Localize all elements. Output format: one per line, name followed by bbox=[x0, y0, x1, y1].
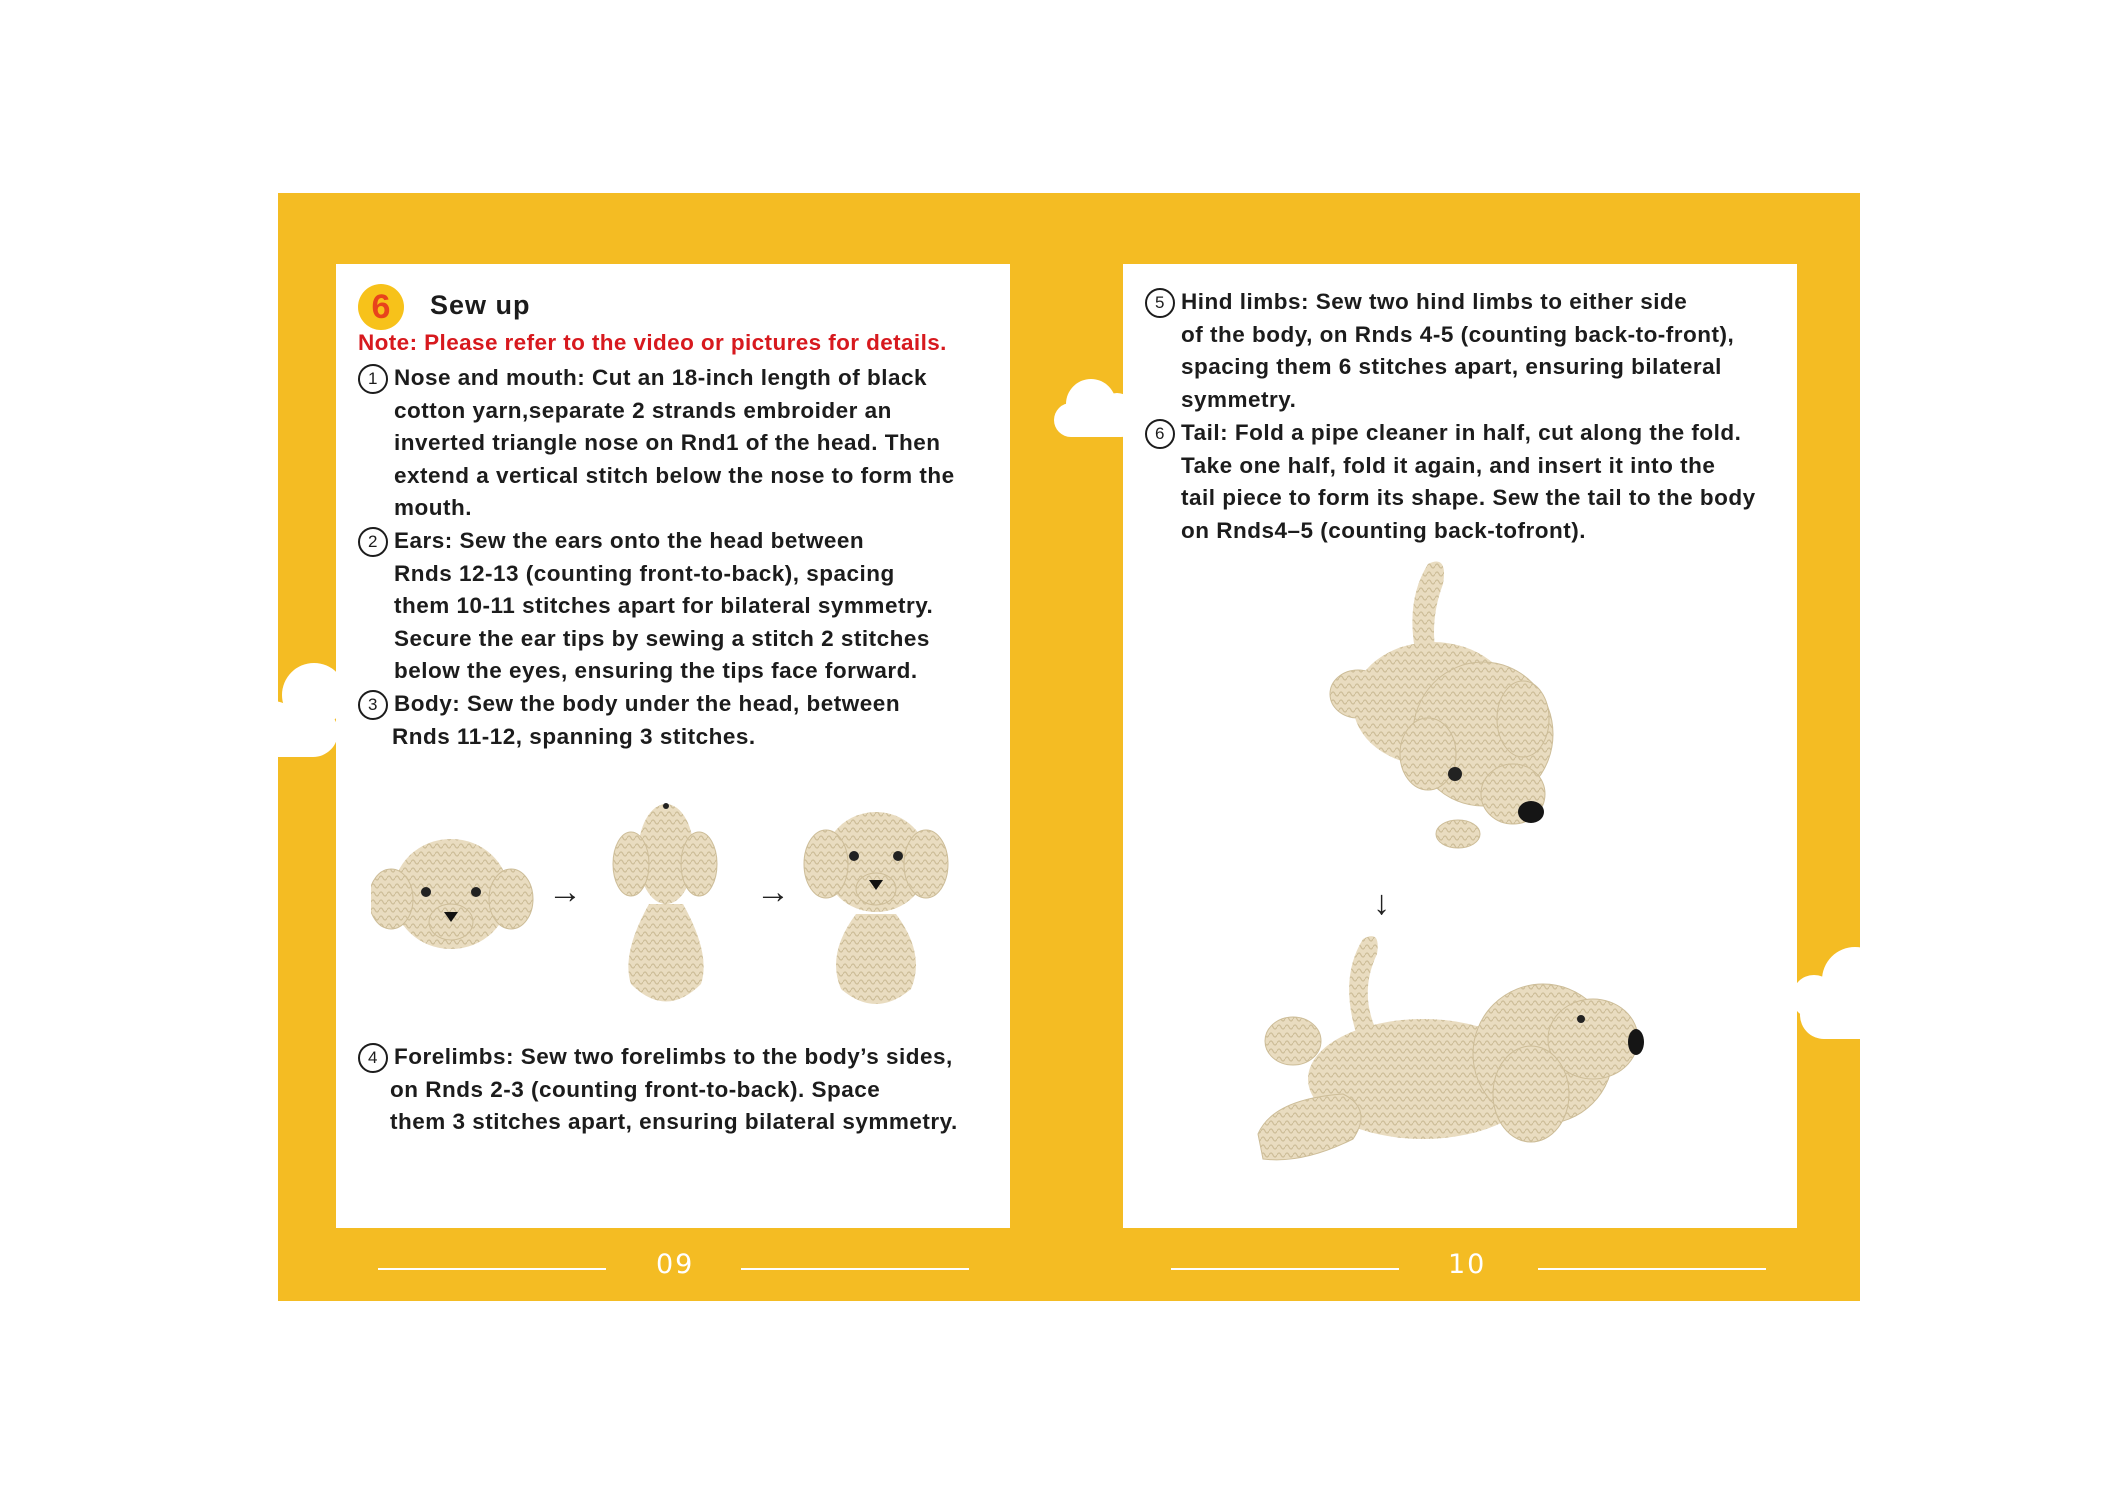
step-line: on Rnds 2-3 (counting front-to-back). Space bbox=[390, 1076, 881, 1102]
page-10 bbox=[1123, 264, 1797, 1228]
footer-rule bbox=[741, 1268, 969, 1270]
step-line: mouth. bbox=[394, 495, 472, 521]
step-line: tail piece to form its shape. Sew the tail to the body bbox=[1181, 485, 1756, 511]
arrow-right-icon: → bbox=[548, 873, 582, 911]
step-line: of the body, on Rnds 4-5 (counting back-to-front), bbox=[1181, 321, 1735, 347]
footer-rule bbox=[378, 1268, 606, 1270]
dog-side-view-photo bbox=[1253, 919, 1673, 1169]
step-number: 5 bbox=[1145, 288, 1175, 318]
head-photo bbox=[371, 839, 533, 949]
footer-rule bbox=[1171, 1268, 1399, 1270]
section-title: Sew up bbox=[430, 290, 531, 320]
step-line: below the eyes, ensuring the tips face forward. bbox=[394, 658, 918, 684]
step-number: 1 bbox=[358, 364, 388, 394]
step-line: extend a vertical stitch below the nose to form the bbox=[394, 462, 955, 488]
step-line: them 3 stitches apart, ensuring bilateral symmetry. bbox=[390, 1109, 958, 1135]
instruction-1 bbox=[358, 362, 955, 525]
instruction-2 bbox=[358, 525, 933, 688]
instruction-4 bbox=[358, 1041, 958, 1139]
step-line: inverted triangle nose on Rnd1 of the head. Then bbox=[394, 430, 941, 456]
arrow-down-icon: ↓ bbox=[1373, 884, 1390, 922]
page-09 bbox=[336, 264, 1010, 1228]
step-number: 2 bbox=[358, 527, 388, 557]
assembled-photo bbox=[804, 812, 948, 1004]
dog-top-view-photo bbox=[1323, 554, 1583, 854]
arrow-right-icon: → bbox=[756, 873, 790, 911]
step-line: Secure the ear tips by sewing a stitch 2 stitches bbox=[394, 625, 930, 651]
booklet-spread bbox=[278, 193, 1860, 1301]
sewing-steps-photo-row bbox=[371, 794, 991, 1014]
page-number: 10 bbox=[1448, 1249, 1487, 1280]
step-line: Hind limbs: Sew two hind limbs to either side bbox=[1181, 289, 1688, 314]
step-line: symmetry. bbox=[1181, 386, 1297, 412]
cloud-decoration-left bbox=[278, 707, 338, 757]
step-line: them 10-11 stitches apart for bilateral symmetry. bbox=[394, 593, 934, 619]
step-number: 6 bbox=[1145, 419, 1175, 449]
step-number: 3 bbox=[358, 690, 388, 720]
head-body-photo bbox=[613, 803, 717, 1002]
step-line: cotton yarn,separate 2 strands embroider an bbox=[394, 397, 892, 423]
page-number: 09 bbox=[656, 1249, 695, 1280]
step-line: Take one half, fold it again, and insert it into the bbox=[1181, 452, 1716, 478]
note-text: Note: Please refer to the video or pictures for details. bbox=[358, 330, 947, 355]
instruction-6 bbox=[1145, 417, 1756, 547]
footer-rule bbox=[1538, 1268, 1766, 1270]
instruction-3 bbox=[358, 688, 900, 753]
cloud-decoration-right bbox=[1800, 991, 1860, 1039]
step-line: on Rnds4–5 (counting back-tofront). bbox=[1181, 517, 1586, 543]
step-number-badge: 6 bbox=[358, 284, 404, 330]
step-line: Nose and mouth: Cut an 18-inch length of black bbox=[394, 365, 928, 390]
instruction-5 bbox=[1145, 286, 1734, 416]
step-line: Tail: Fold a pipe cleaner in half, cut along the fold. bbox=[1181, 420, 1742, 445]
step-number: 4 bbox=[358, 1043, 388, 1073]
step-line: Ears: Sew the ears onto the head between bbox=[394, 528, 865, 553]
step-line: Rnds 11-12, spanning 3 stitches. bbox=[392, 723, 756, 749]
step-line: Forelimbs: Sew two forelimbs to the body’s sides, bbox=[394, 1044, 953, 1069]
step-line: spacing them 6 stitches apart, ensuring bilateral bbox=[1181, 354, 1722, 380]
step-line: Rnds 12-13 (counting front-to-back), spacing bbox=[394, 560, 895, 586]
step-line: Body: Sew the body under the head, between bbox=[394, 691, 901, 716]
